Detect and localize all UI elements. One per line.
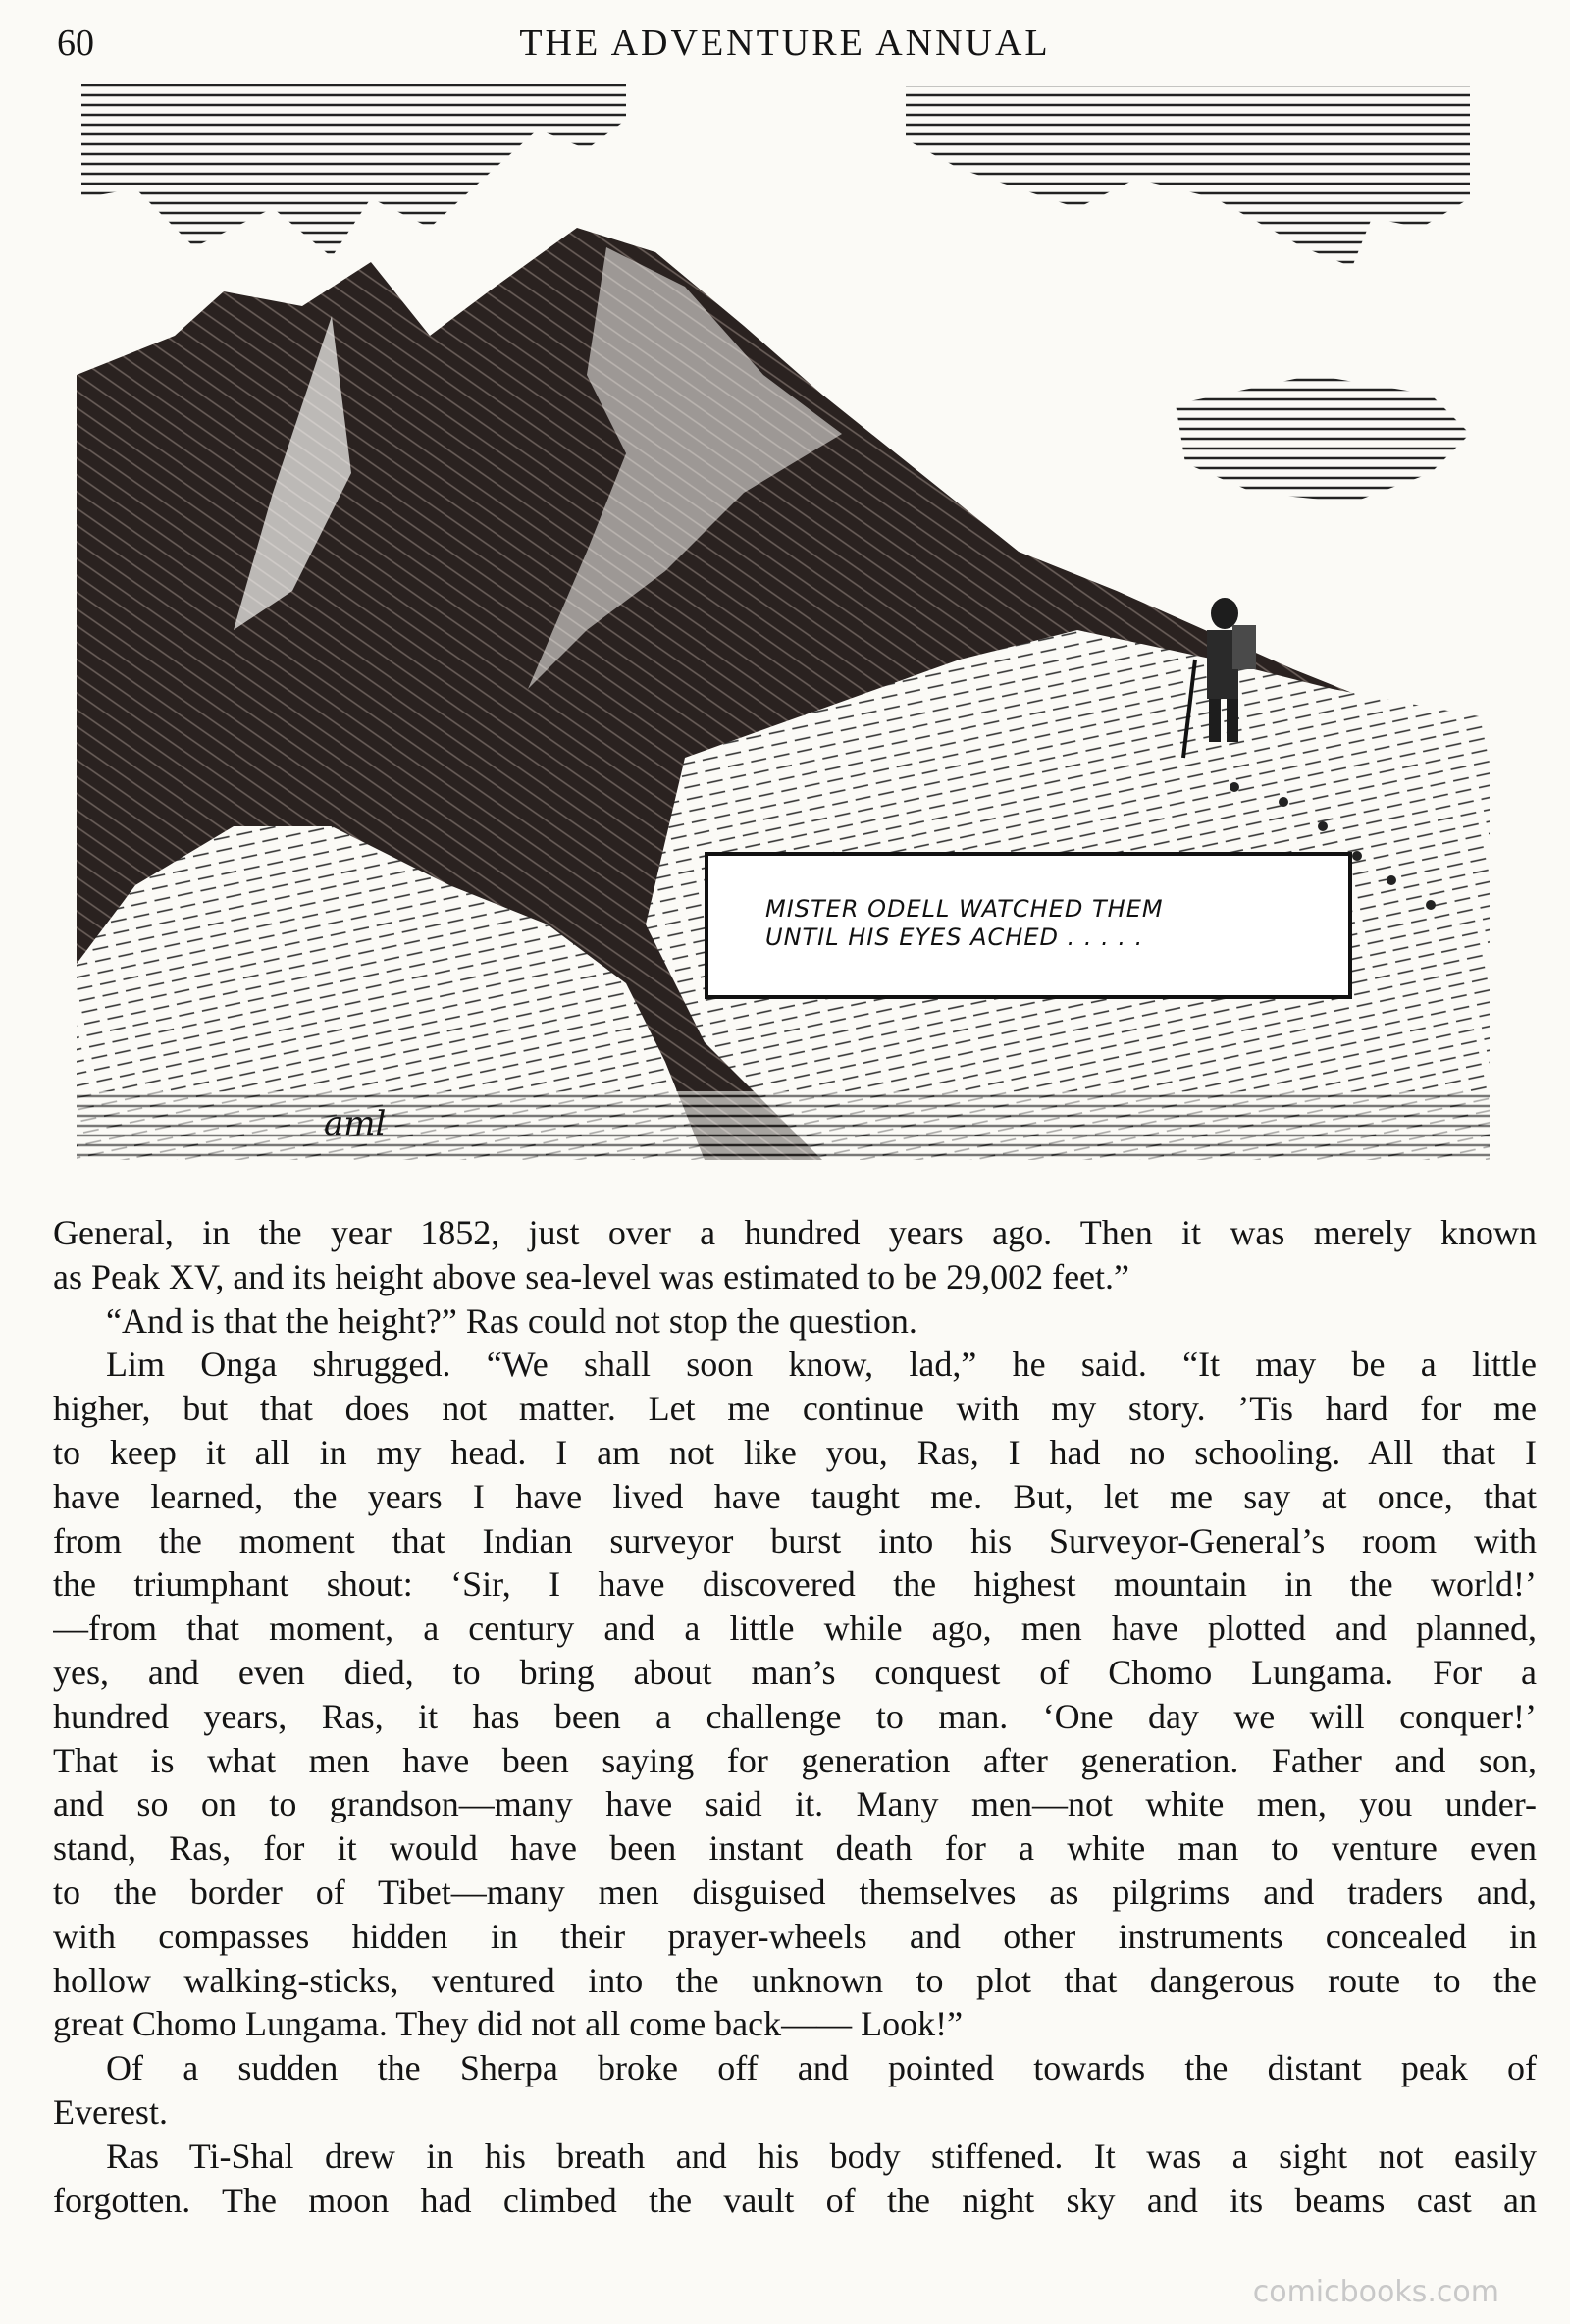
text-line: yes, and even died, to bring about man’s conquest of Chomo Lungama. For a	[53, 1652, 1537, 1692]
text-line: “And is that the height?” Ras could not stop the question.	[106, 1300, 917, 1341]
text-line: General, in the year 1852, just over a hundred years ago. Then it was merely known	[53, 1213, 1537, 1252]
text-line: to the border of Tibet—many men disguised themselves as pilgrims and traders and,	[53, 1872, 1537, 1912]
text-line: the triumphant shout: ‘Sir, I have discovered the highest mountain in the world!’	[53, 1564, 1537, 1605]
text-line: and so on to grandson—many have said it. Many men—not white men, you under-	[53, 1784, 1537, 1824]
text-line: Ras Ti-Shal drew in his breath and his body stiffened. It was a sight not easily	[106, 2136, 1537, 2176]
text-line: Of a sudden the Sherpa broke off and pointed towards the distant peak of	[106, 2048, 1537, 2088]
text-line: That is what men have been saying for generation after generation. Father and son,	[53, 1740, 1537, 1780]
caption-line: UNTIL HIS EYES ACHED . . . . .	[765, 924, 1144, 951]
text-line: Lim Onga shrugged. “We shall soon know, lad,” he said. “It may be a little	[106, 1345, 1537, 1385]
text-line: Everest.	[53, 2091, 168, 2132]
text-line: with compasses hidden in their prayer-wheels and other instruments concealed in	[53, 1916, 1537, 1956]
text-line: as Peak XV, and its height above sea-level was estimated to be 29,002 feet.”	[53, 1256, 1130, 1296]
text-line: to keep it all in my head. I am not like you, Ras, I had no schooling. All that I	[53, 1432, 1537, 1472]
text-line: forgotten. The moon had climbed the vault of the night sky and its beams cast an	[53, 2180, 1537, 2220]
caption-box	[705, 852, 1352, 999]
mountain-peaks	[77, 228, 1490, 1160]
watermark: comicbooks.com	[1252, 2275, 1499, 2309]
page-number: 60	[57, 23, 94, 64]
text-line: have learned, the years I have lived have taught me. But, let me say at once, that	[53, 1476, 1537, 1516]
artist-signature: aml	[324, 1104, 387, 1143]
caption-text	[765, 895, 1319, 952]
text-line: higher, but that does not matter. Let me continue with my story. ’Tis hard for me	[53, 1389, 1537, 1429]
text-line: hundred years, Ras, it has been a challenge to man. ‘One day we will conquer!’	[53, 1696, 1537, 1736]
text-line: hollow walking-sticks, ventured into the unknown to plot that dangerous route to the	[53, 1960, 1537, 2000]
text-line: from the moment that Indian surveyor burst into his Surveyor-General’s room with	[53, 1520, 1537, 1560]
running-head: THE ADVENTURE ANNUAL	[519, 23, 1051, 64]
caption-line: MISTER ODELL WATCHED THEM	[765, 895, 1164, 923]
text-line: stand, Ras, for it would have been instant death for a white man to venture even	[53, 1828, 1537, 1869]
text-line: —from that moment, a century and a little while ago, men have plotted and planned,	[53, 1609, 1537, 1649]
body-text	[53, 1211, 1537, 2222]
text-line: great Chomo Lungama. They did not all come back—— Look!”	[53, 2004, 964, 2044]
